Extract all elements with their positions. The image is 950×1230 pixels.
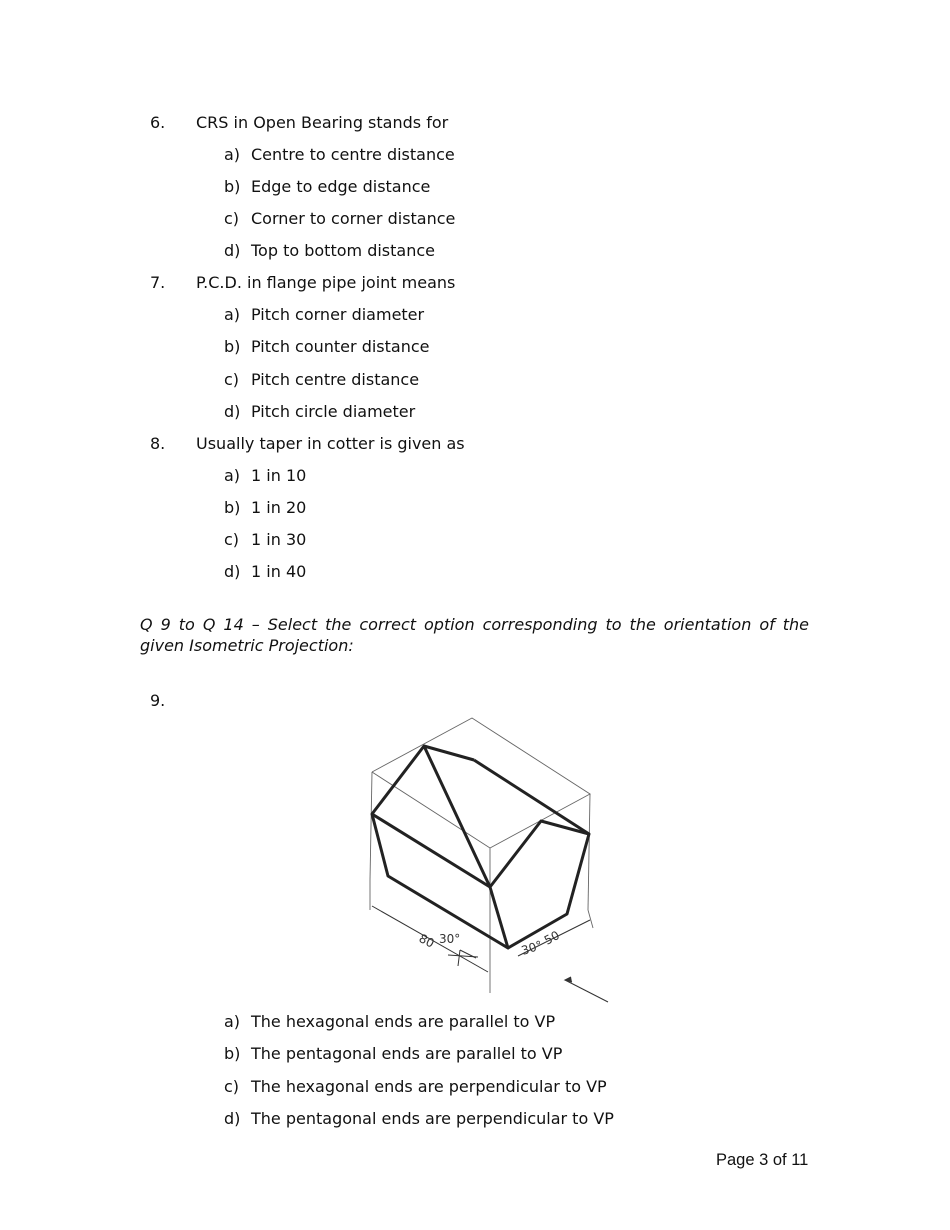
option-letter: b) <box>224 337 241 356</box>
option <box>224 562 306 581</box>
bounding-box-lines <box>370 718 593 993</box>
question-number: 7. <box>150 273 166 292</box>
option <box>224 370 419 389</box>
section-instruction: Q 9 to Q 14 – Select the correct option corresponding to the orientation of the given Isometric Projection: <box>140 615 809 655</box>
option <box>224 241 435 260</box>
option-text: Centre to centre distance <box>251 145 455 164</box>
option-letter: d) <box>224 241 241 260</box>
option-text: 1 in 40 <box>251 562 307 581</box>
option <box>224 402 415 421</box>
option-text: 1 in 10 <box>251 466 307 485</box>
question-number: 9. <box>150 691 166 710</box>
option-text: The hexagonal ends are perpendicular to VP <box>251 1077 607 1096</box>
option-letter: d) <box>224 562 241 581</box>
option <box>224 498 306 517</box>
question-number: 6. <box>150 113 166 132</box>
option-text: Pitch counter distance <box>251 337 430 356</box>
question-number: 8. <box>150 434 166 453</box>
option-letter: d) <box>224 402 241 421</box>
option-text: Pitch corner diameter <box>251 305 425 324</box>
option-text: 1 in 20 <box>251 498 307 517</box>
option-text: The pentagonal ends are perpendicular to VP <box>251 1109 614 1128</box>
option <box>224 1077 607 1096</box>
option-text: Top to bottom distance <box>251 241 435 260</box>
option-text: Pitch circle diameter <box>251 402 416 421</box>
dimension-label-80: 80 <box>416 931 437 951</box>
option-text: The pentagonal ends are parallel to VP <box>251 1044 563 1063</box>
option-letter: c) <box>224 209 240 228</box>
option-letter: c) <box>224 1077 240 1096</box>
option-text: The hexagonal ends are parallel to VP <box>251 1012 556 1031</box>
option <box>224 305 424 324</box>
page-number: Page 3 of 11 <box>716 1151 809 1169</box>
question-text: CRS in Open Bearing stands for <box>196 113 449 132</box>
option-letter: b) <box>224 1044 241 1063</box>
option <box>224 1044 562 1063</box>
angle-label-right: 30° <box>519 937 545 958</box>
option-letter: b) <box>224 177 241 196</box>
option-letter: b) <box>224 498 241 517</box>
option-letter: a) <box>224 305 241 324</box>
option <box>224 337 429 356</box>
option <box>224 177 430 196</box>
option <box>224 466 306 485</box>
option-letter: d) <box>224 1109 241 1128</box>
dimension-label-50: 50 <box>541 928 562 948</box>
option <box>224 145 455 164</box>
option-letter: c) <box>224 530 240 549</box>
option-letter: a) <box>224 466 241 485</box>
question-text: Usually taper in cotter is given as <box>196 434 465 453</box>
option-text: Pitch centre distance <box>251 370 420 389</box>
angle-label-left: 30° <box>439 932 461 946</box>
option-letter: c) <box>224 370 240 389</box>
option <box>224 1012 555 1031</box>
option-text: 1 in 30 <box>251 530 307 549</box>
option <box>224 1109 614 1128</box>
option-text: Edge to edge distance <box>251 177 431 196</box>
prism-edges <box>372 746 589 951</box>
isometric-projection-figure <box>360 710 620 1010</box>
option-text: Corner to corner distance <box>251 209 456 228</box>
option-letter: a) <box>224 1012 241 1031</box>
question-text: P.C.D. in flange pipe joint means <box>196 273 456 292</box>
option-letter: a) <box>224 145 241 164</box>
option <box>224 530 306 549</box>
option <box>224 209 455 228</box>
